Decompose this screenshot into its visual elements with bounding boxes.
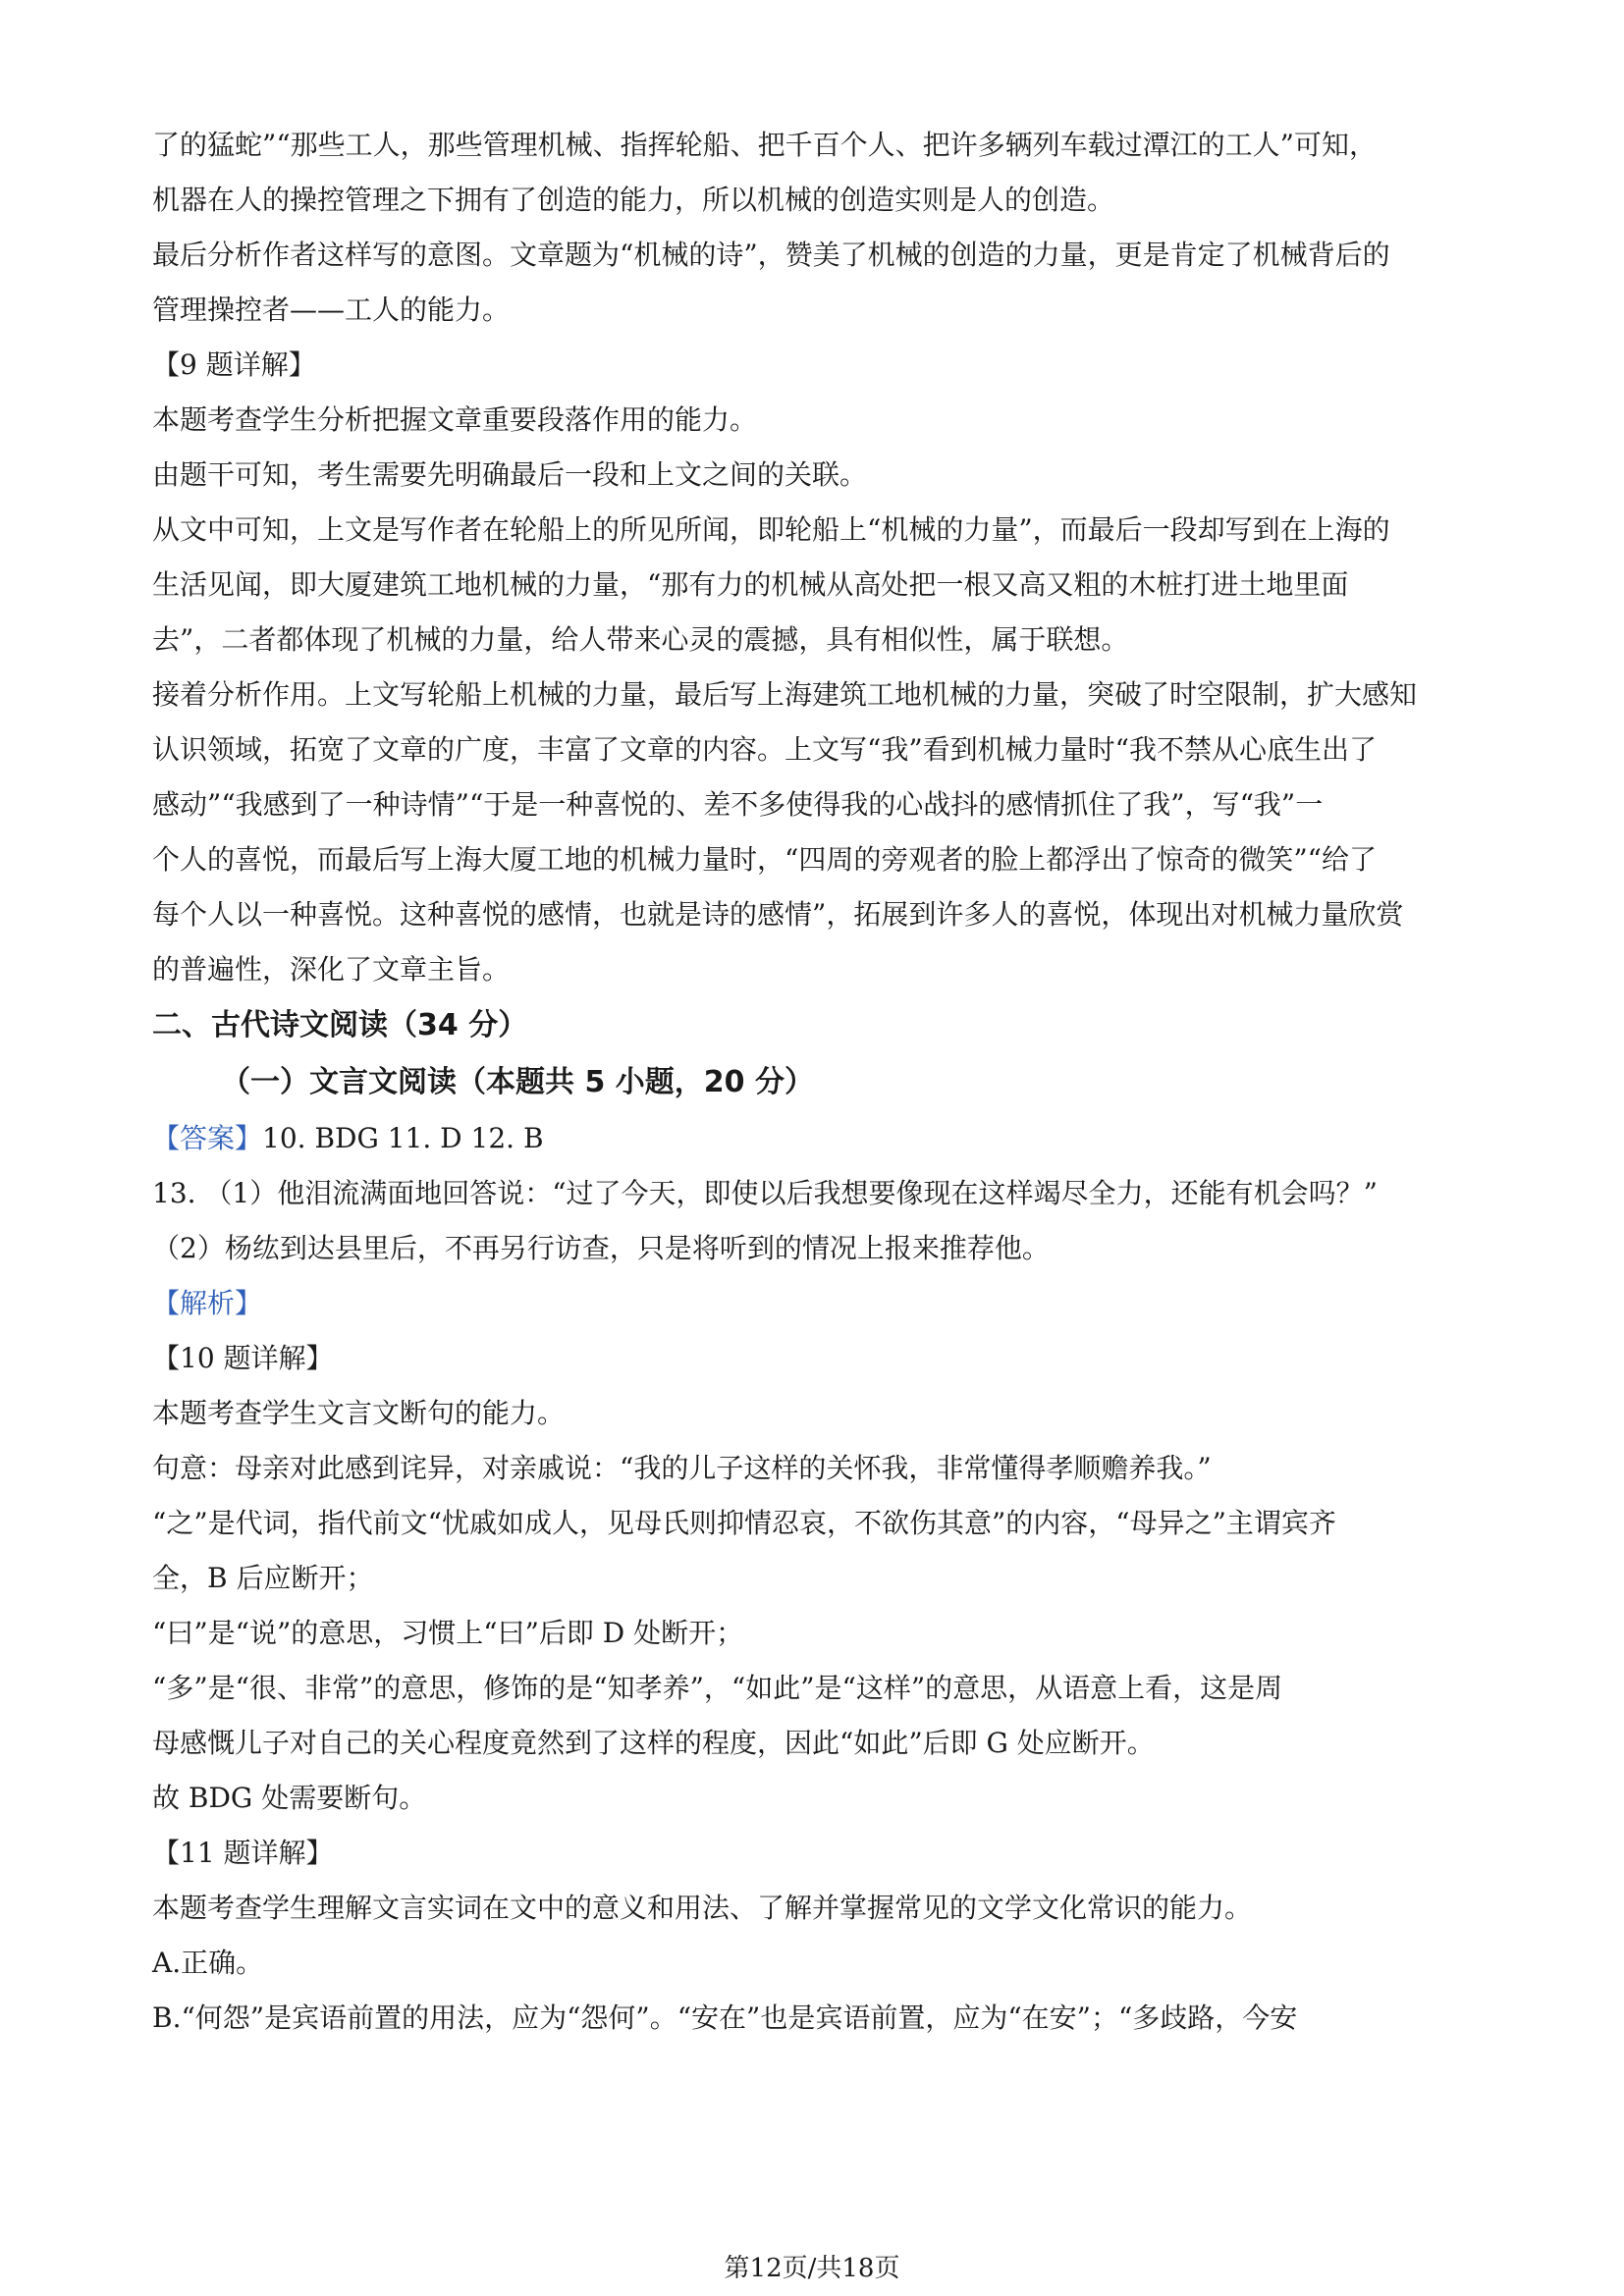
text-line: 接着分析作用。上文写轮船上机械的力量，最后写上海建筑工地机械的力量，突破了时空限制，扩大感知 (152, 678, 1418, 711)
section-heading: 二、古代诗文阅读（34 分） (152, 1008, 528, 1042)
text-line: 个人的喜悦，而最后写上海大厦工地的机械力量时，“四周的旁观者的脸上都浮出了惊奇的微笑”“给了 (152, 843, 1377, 876)
answer-line: 13. （1）他泪流满面地回答说：“过了今天，即使以后我想要像现在这样竭尽全力，还能有机会吗？” (152, 1177, 1378, 1209)
analysis-line: 本题考查学生文言文断句的能力。 (152, 1397, 566, 1429)
text-line: 管理操控者——工人的能力。 (152, 294, 511, 326)
analysis-line: 本题考查学生理解文言实词在文中的意义和用法、了解并掌握常见的文学文化常识的能力。 (152, 1892, 1253, 1924)
analysis-line: 【10 题详解】 (152, 1342, 334, 1374)
text-line: 去”，二者都体现了机械的力量，给人带来心灵的震撼，具有相似性，属于联想。 (152, 623, 1129, 656)
analysis-line: “多”是“很、非常”的意思，修饰的是“知孝养”，“如此”是“这样”的意思，从语意上看，这是周 (152, 1672, 1283, 1704)
text-line: 【9 题详解】 (152, 348, 316, 381)
analysis-line: B.“何怨”是宾语前置的用法，应为“怨何”。“安在”也是宾语前置，应为“在安”；“多歧路，今安 (152, 2002, 1298, 2034)
answer-line (152, 1111, 1483, 1166)
answer-line: （2）杨纮到达县里后，不再另行访查，只是将听到的情况上报来推荐他。 (152, 1232, 1050, 1264)
text-line: 每个人以一种喜悦。这种喜悦的感情，也就是诗的感情”，拓展到许多人的喜悦，体现出对机械力量欣赏 (152, 898, 1404, 931)
page-footer: 第12页/共18页 (724, 2254, 900, 2283)
text-line: 了的猛蛇”“那些工人，那些管理机械、指挥轮船、把千百个人、把许多辆列车载过潭江的工人”可知， (152, 129, 1377, 161)
analysis-line: 母感慨儿子对自己的关心程度竟然到了这样的程度，因此“如此”后即 G 处应断开。 (152, 1727, 1155, 1759)
subsection-heading: （一）文言文阅读（本题共 5 小题，20 分） (221, 1065, 814, 1099)
text-line: 生活见闻，即大厦建筑工地机械的力量，“那有力的机械从高处把一根又高又粗的木桩打进土地里面 (152, 568, 1349, 601)
text-line: 认识领域，拓宽了文章的广度，丰富了文章的内容。上文写“我”看到机械力量时“我不禁从心底生出了 (152, 733, 1377, 766)
analysis-line: “之”是代词，指代前文“忧戚如成人，见母氏则抑情忍哀，不欲伤其意”的内容，“母异之”主谓宾齐 (152, 1507, 1336, 1539)
analysis-line: “曰”是“说”的意思，习惯上“曰”后即 D 处断开； (152, 1617, 744, 1649)
document-body (152, 118, 1483, 2046)
analysis-line: 句意：母亲对此感到诧异，对亲戚说：“我的儿子这样的关怀我，非常懂得孝顺赡养我。” (152, 1452, 1212, 1484)
answer-translation-block (152, 1166, 1483, 1276)
analysis-line: A.正确。 (152, 1947, 264, 1979)
text-line: 本题考查学生分析把握文章重要段落作用的能力。 (152, 403, 758, 436)
answer-label: 【答案】 (152, 1122, 263, 1154)
text-line: 从文中可知，上文是写作者在轮船上的所见所闻，即轮船上“机械的力量”，而最后一段却写到在上海的 (152, 513, 1390, 546)
paragraph-block-9 (152, 118, 1483, 997)
text-line: 由题干可知，考生需要先明确最后一段和上文之间的关联。 (152, 458, 868, 491)
analysis-label: 【解析】 (152, 1287, 263, 1319)
text-line: 机器在人的操控管理之下拥有了创造的能力，所以机械的创造实则是人的创造。 (152, 184, 1115, 216)
analysis-line: 【11 题详解】 (152, 1837, 334, 1869)
text-line: 的普遍性，深化了文章主旨。 (152, 953, 511, 986)
text-line: 感动”“我感到了一种诗情”“于是一种喜悦的、差不多使得我的心战抖的感情抓住了我”，写“我”一 (152, 788, 1324, 821)
paragraph-block-10-11 (152, 1331, 1483, 2046)
text-line: 最后分析作者这样写的意图。文章题为“机械的诗”，赞美了机械的创造的力量，更是肯定了机械背后的 (152, 239, 1390, 271)
analysis-line: 全，B 后应断开； (152, 1562, 374, 1594)
answer-text: 10. BDG 11. D 12. B (262, 1122, 544, 1154)
analysis-line: 故 BDG 处需要断句。 (152, 1782, 427, 1814)
